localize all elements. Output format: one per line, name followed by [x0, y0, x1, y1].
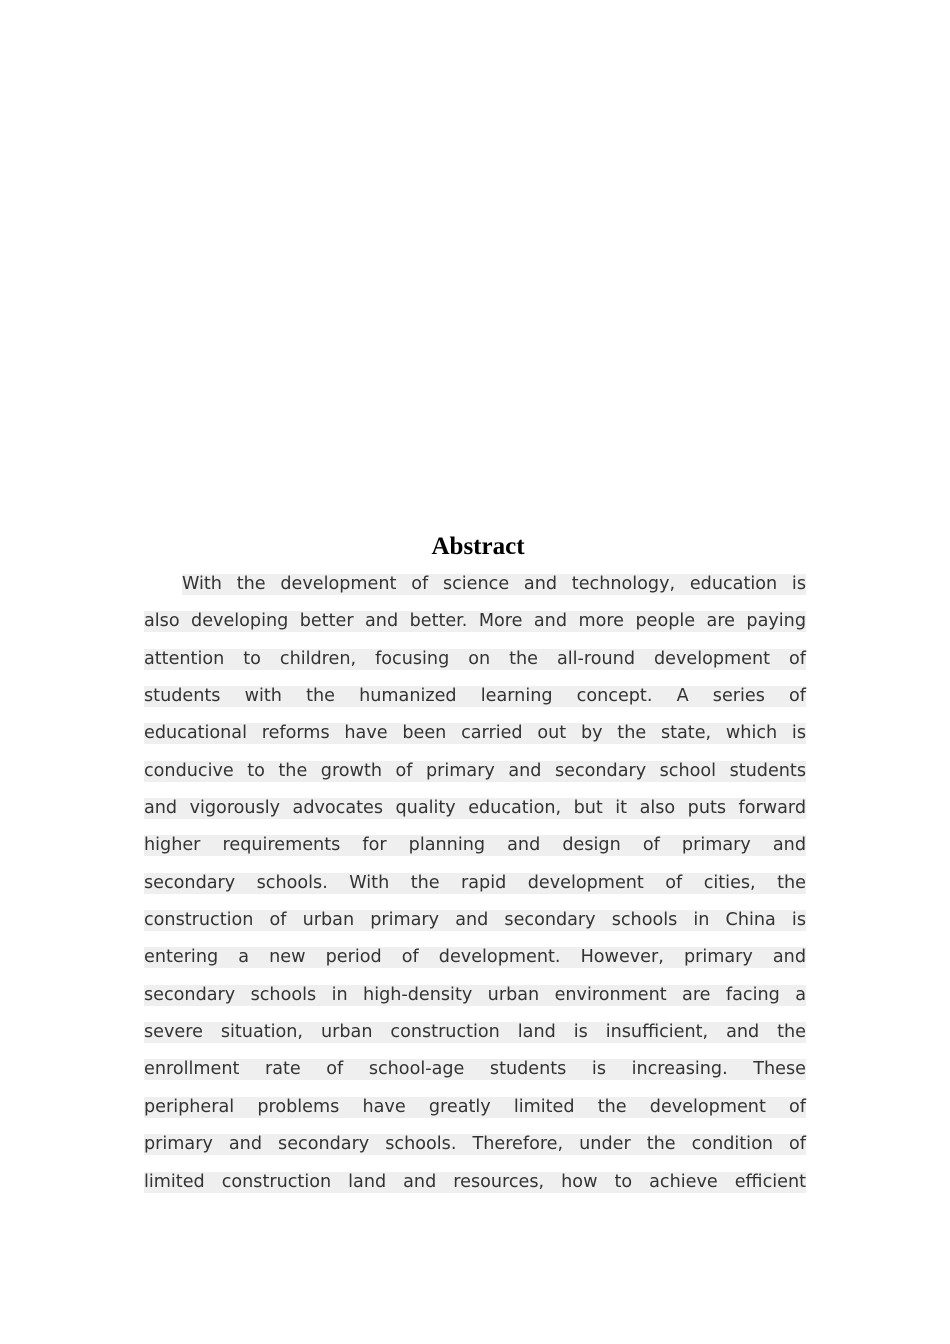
abstract-body	[144, 574, 806, 1209]
text-line: conducive to the growth of primary and secondary school students	[144, 760, 806, 781]
text-line: students with the humanized learning concept. A series of	[144, 686, 806, 707]
abstract-heading: Abstract	[431, 533, 525, 560]
text-line: construction of urban primary and secondary schools in China is	[144, 910, 806, 931]
text-line: entering a new period of development. However, primary and	[144, 947, 806, 968]
text-line: educational reforms have been carried out by the state, which is	[144, 723, 806, 744]
text-line: attention to children, focusing on the all-round development of	[144, 648, 806, 669]
text-line: and vigorously advocates quality education, but it also puts forward	[144, 798, 806, 819]
text-line: limited construction land and resources, how to achieve efficient	[144, 1171, 806, 1192]
text-line: severe situation, urban construction land is insufficient, and the	[144, 1022, 806, 1043]
text-line: secondary schools. With the rapid development of cities, the	[144, 872, 806, 893]
text-line: enrollment rate of school-age students is increasing. These	[144, 1059, 806, 1080]
text-line: also developing better and better. More and more people are paying	[144, 611, 806, 632]
text-line: With the development of science and technology, education is	[182, 574, 806, 594]
text-line: secondary schools in high-density urban environment are facing a	[144, 984, 806, 1005]
text-line: peripheral problems have greatly limited the development of	[144, 1096, 806, 1117]
text-line: higher requirements for planning and design of primary and	[144, 835, 806, 856]
text-line: primary and secondary schools. Therefore, under the condition of	[144, 1134, 806, 1155]
